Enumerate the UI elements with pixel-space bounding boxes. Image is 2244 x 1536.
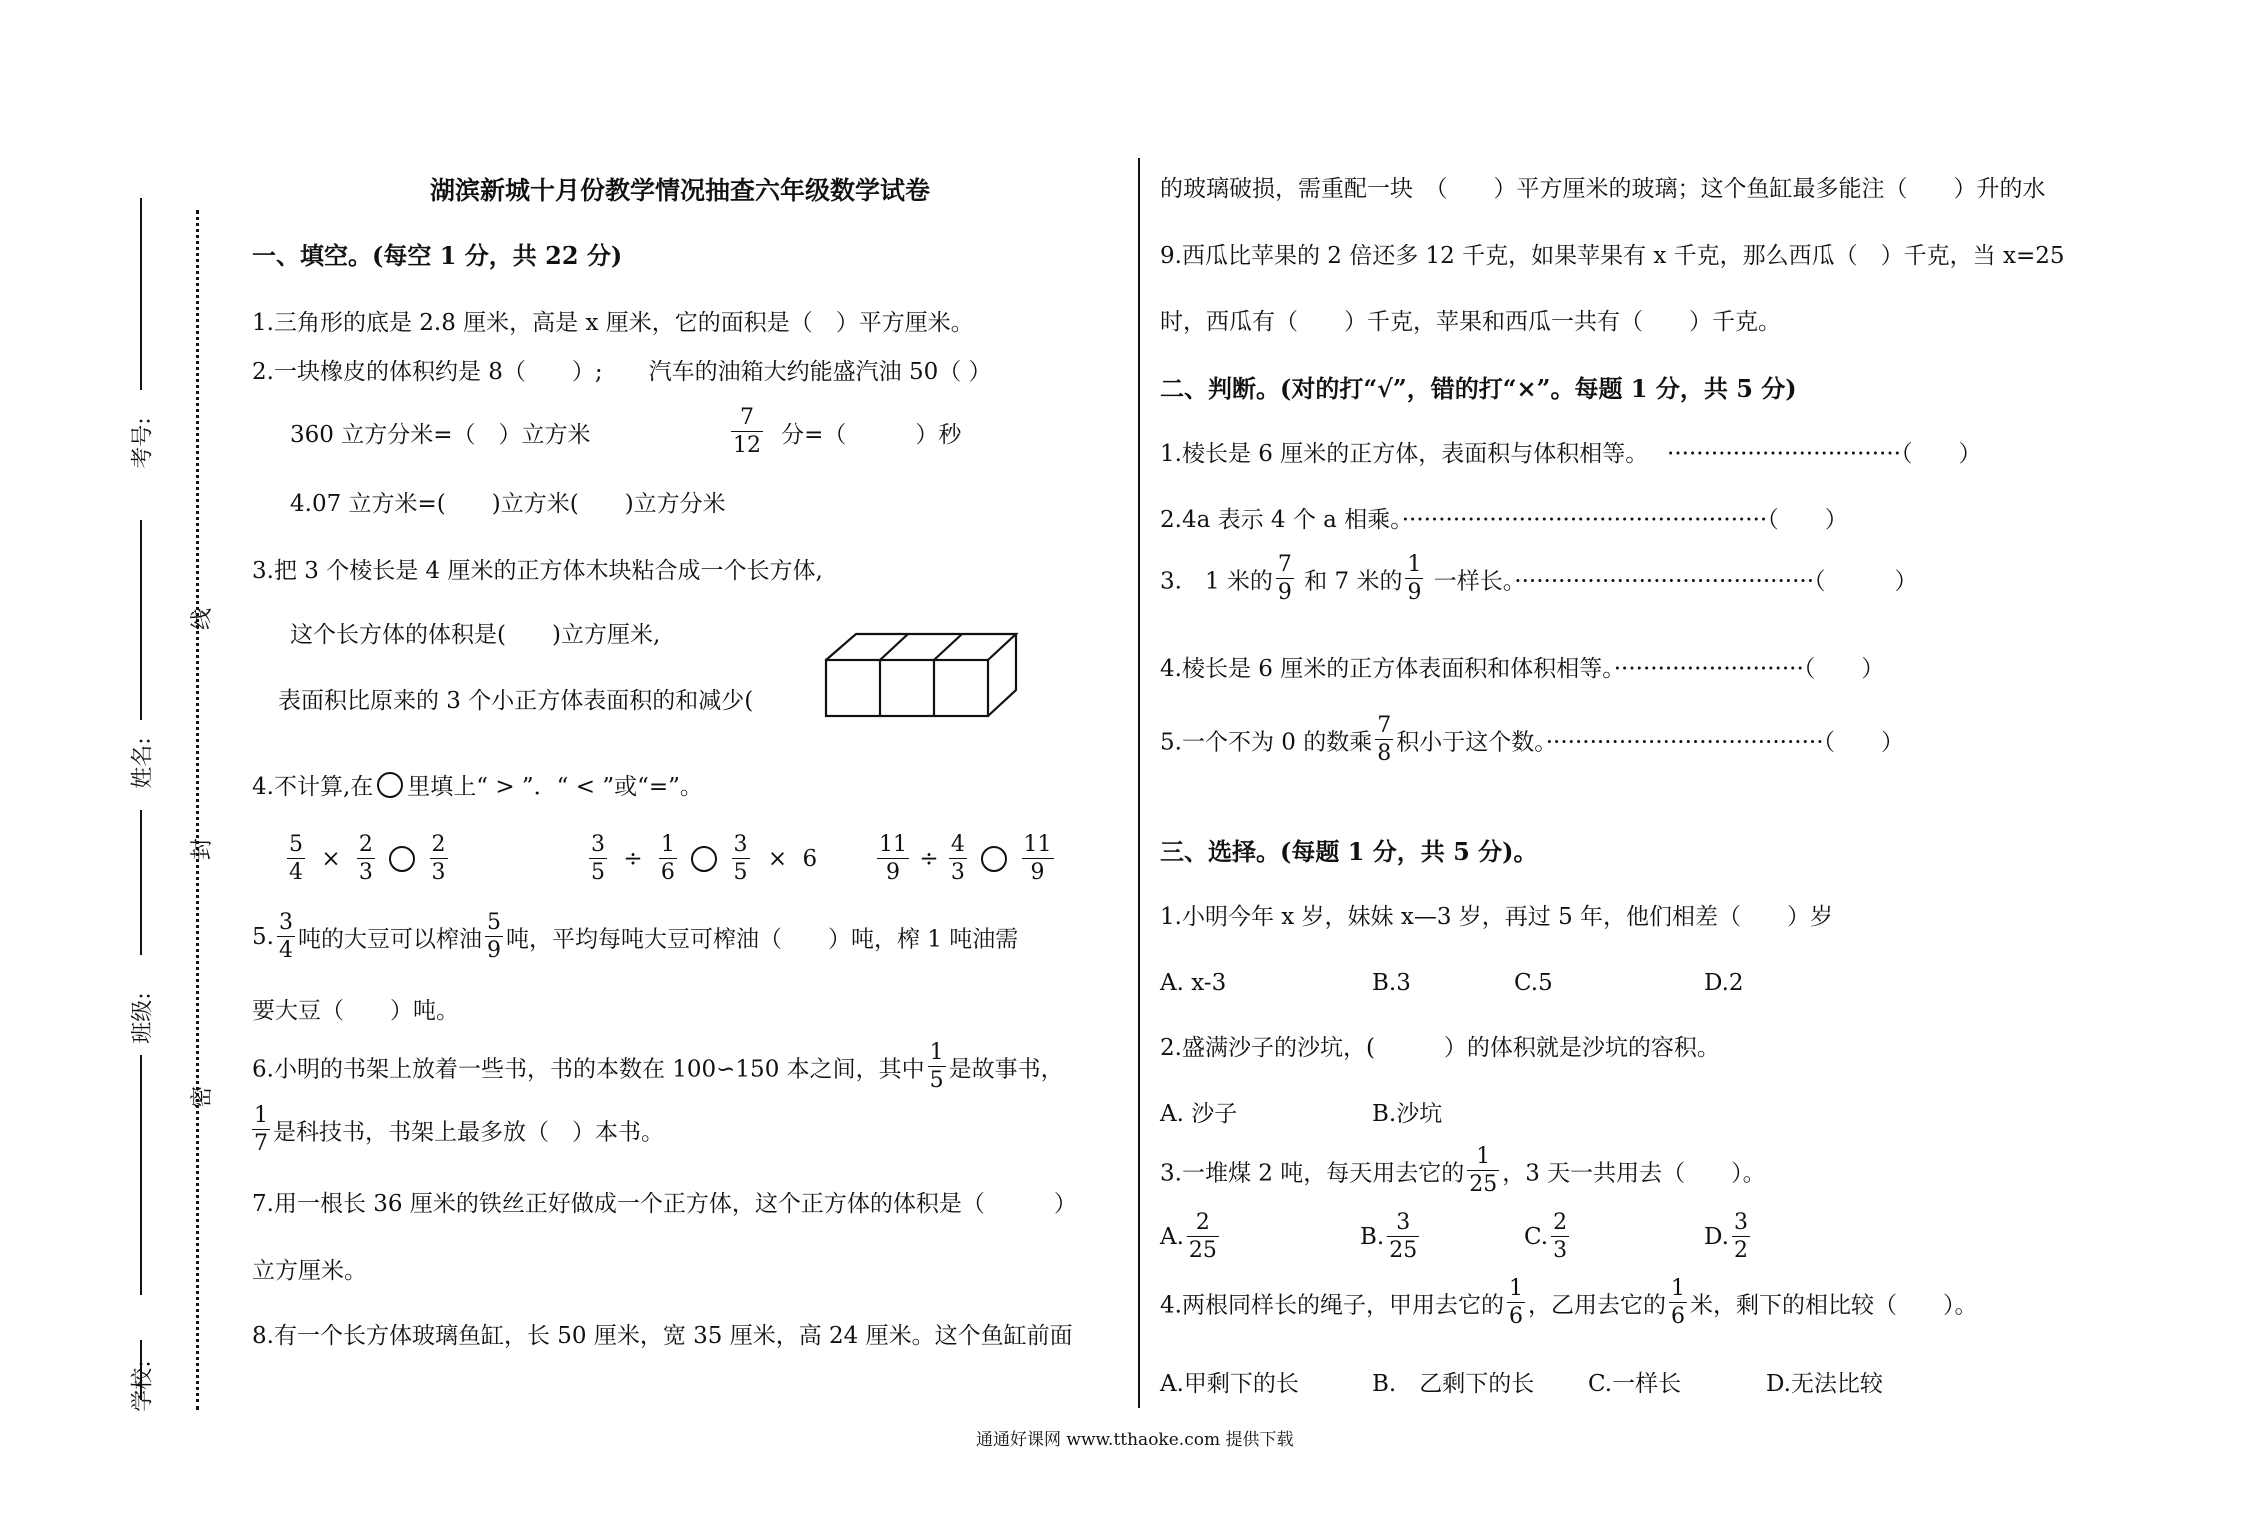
choice-1: 1.小明今年 x 岁，妹妹 x—3 岁，再过 5 年，他们相差（ ）岁 [1160,904,1834,930]
choice-2: 2.盛满沙子的沙坑，( ）的体积就是沙坑的容积。 [1160,1035,1720,1061]
question-1-9-line2: 时，西瓜有（ ）千克，苹果和西瓜一共有（ ）千克。 [1160,309,1781,335]
choice-1-option-b: B.3 [1372,970,1411,996]
choice-1-option-d: D.2 [1704,970,1744,996]
exam-no-label: 考号: [130,417,156,469]
volume-conversion: 360 立方分米=（ ）立方米 [290,422,591,448]
seal-char-seal: 封 [190,837,216,861]
choice-2-option-b: B.沙坑 [1372,1101,1443,1127]
section2-heading: 二、判断。(对的打“√”，错的打“×”。每题 1 分，共 5 分) [1160,374,1797,403]
compare-circle [377,772,403,798]
question-1-7: 7.用一根长 36 厘米的铁丝正好做成一个正方体，这个正方体的体积是（ ） [252,1191,1077,1217]
section1-heading: 一、填空。(每空 1 分，共 22 分) [252,241,623,270]
seal-char-secret: 密 [190,1085,216,1109]
judge-2: 2.4a 表示 4 个 a 相乘。··················································（ ） [1160,507,1848,533]
choice-2-option-a: A. 沙子 [1160,1101,1238,1127]
seal-dotted-line [196,210,199,1410]
question-1-3: 3.把 3 个棱长是 4 厘米的正方体木块粘合成一个长方体, [252,558,823,584]
compare-circle [389,846,415,872]
choice-4-option-b: B. 乙剩下的长 [1372,1371,1535,1397]
margin-line [140,198,142,390]
seal-char-line: 线 [190,607,216,631]
question-1-2-line3: 4.07 立方米=( )立方米( )立方分米 [290,491,726,517]
name-label: 姓名: [130,737,156,789]
question-1-7-line2: 立方厘米。 [252,1258,367,1284]
choice-1-option-c: C.5 [1514,970,1553,996]
choice-1-option-a: A. x-3 [1160,970,1227,996]
choice-4-option-d: D.无法比较 [1766,1371,1883,1397]
question-1-8: 8.有一个长方体玻璃鱼缸，长 50 厘米，宽 35 厘米，高 24 厘米。这个鱼缸前面 [252,1323,1073,1349]
column-divider [1138,158,1140,1408]
judge-1: 1.棱长是 6 厘米的正方体，表面积与体积相等。 ································（ ） [1160,441,1982,467]
fraction: $\frac{7}{12}$ [733,405,761,458]
question-1-3-line2: 这个长方体的体积是( )立方厘米, [290,622,661,648]
question-1-9: 9.西瓜比苹果的 2 倍还多 12 千克，如果苹果有 x 千克，那么西瓜（ ）千克，当 x=25 [1160,243,2065,269]
compare-circle [981,846,1007,872]
question-1-3-line3: 表面积比原来的 3 个小正方体表面积的和减少( [278,688,754,714]
compare-circle [691,846,717,872]
school-label: 学校: [130,1360,156,1412]
margin-line [140,810,142,955]
question-1-2: 2.一块橡皮的体积约是 8（ ）; 汽车的油箱大约能盛汽油 50（ ） [252,359,992,385]
class-label: 班级: [130,992,156,1044]
page-title: 湖滨新城十月份教学情况抽查六年级数学试卷 [430,176,931,205]
choice-4-option-c: C.一样长 [1588,1371,1682,1397]
footer-source: 通通好课网 www.tthaoke.com 提供下载 [976,1430,1294,1450]
cuboid-figure [824,630,1024,720]
margin-line [140,1055,142,1295]
choice-4-option-a: A.甲剩下的长 [1160,1371,1299,1397]
section3-heading: 三、选择。(每题 1 分，共 5 分)。 [1160,837,1538,866]
judge-4: 4.棱长是 6 厘米的正方体表面积和体积相等。··························（ ） [1160,656,1885,682]
question-1-8-line2: 的玻璃破损，需重配一块 （ ）平方厘米的玻璃；这个鱼缸最多能注（ ）升的水 [1160,176,2046,202]
margin-line [140,520,142,720]
question-1-5-line2: 要大豆（ ）吨。 [252,998,459,1024]
question-1-1: 1.三角形的底是 2.8 厘米，高是 x 厘米，它的面积是（ ）平方厘米。 [252,310,974,336]
